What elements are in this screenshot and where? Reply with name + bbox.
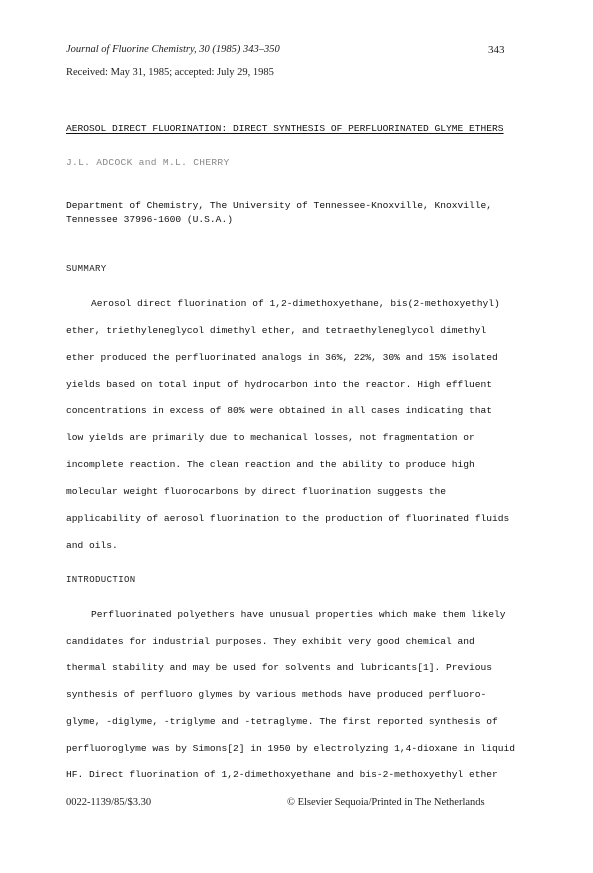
introduction-line: Perfluorinated polyethers have unusual properties which make them likely — [91, 609, 506, 620]
introduction-heading: INTRODUCTION — [66, 575, 136, 585]
article-authors: J.L. ADCOCK and M.L. CHERRY — [66, 157, 230, 168]
introduction-line: glyme, -diglyme, -triglyme and -tetraglyme. The first reported synthesis of — [66, 716, 498, 727]
affiliation-line-1: Department of Chemistry, The University of Tennessee-Knoxville, Knoxville, — [66, 200, 493, 211]
footer-code: 0022-1139/85/$3.30 — [66, 797, 152, 808]
summary-line: concentrations in excess of 80% were obtained in all cases indicating that — [66, 405, 493, 416]
summary-line: applicability of aerosol fluorination to the production of fluorinated fluids — [66, 513, 510, 524]
summary-line: low yields are primarily due to mechanical losses, not fragmentation or — [66, 432, 475, 443]
summary-line: Aerosol direct fluorination of 1,2-dimethoxyethane, bis(2-methoxyethyl) — [91, 298, 500, 309]
affiliation-line-2: Tennessee 37996-1600 (U.S.A.) — [66, 214, 233, 225]
summary-line: yields based on total input of hydrocarbon into the reactor. High effluent — [66, 379, 493, 390]
article-title: AEROSOL DIRECT FLUORINATION: DIRECT SYNTHESIS OF PERFLUORINATED GLYME ETHERS — [66, 123, 504, 134]
introduction-line: synthesis of perfluoro glymes by various methods have produced perfluoro- — [66, 689, 487, 700]
summary-line: and oils. — [66, 540, 118, 551]
footer-copyright: © Elsevier Sequoia/Printed in The Netherlands — [287, 797, 485, 808]
introduction-line: HF. Direct fluorination of 1,2-dimethoxyethane and bis-2-methoxyethyl ether — [66, 769, 498, 780]
summary-line: ether, triethyleneglycol dimethyl ether, and tetraethyleneglycol dimethyl — [66, 325, 487, 336]
summary-line: ether produced the perfluorinated analogs in 36%, 22%, 30% and 15% isolated — [66, 352, 498, 363]
summary-heading: SUMMARY — [66, 264, 107, 274]
introduction-line: thermal stability and may be used for solvents and lubricants[1]. Previous — [66, 662, 493, 673]
journal-citation: Journal of Fluorine Chemistry, 30 (1985) 343–350 — [66, 44, 280, 55]
page-number: 343 — [488, 44, 505, 56]
introduction-line: candidates for industrial purposes. They exhibit very good chemical and — [66, 636, 475, 647]
introduction-line: perfluoroglyme was by Simons[2] in 1950 by electrolyzing 1,4-dioxane in liquid — [66, 743, 516, 754]
summary-line: incomplete reaction. The clean reaction and the ability to produce high — [66, 459, 475, 470]
summary-line: molecular weight fluorocarbons by direct fluorination suggests the — [66, 486, 446, 497]
received-dates: Received: May 31, 1985; accepted: July 29, 1985 — [66, 67, 274, 78]
